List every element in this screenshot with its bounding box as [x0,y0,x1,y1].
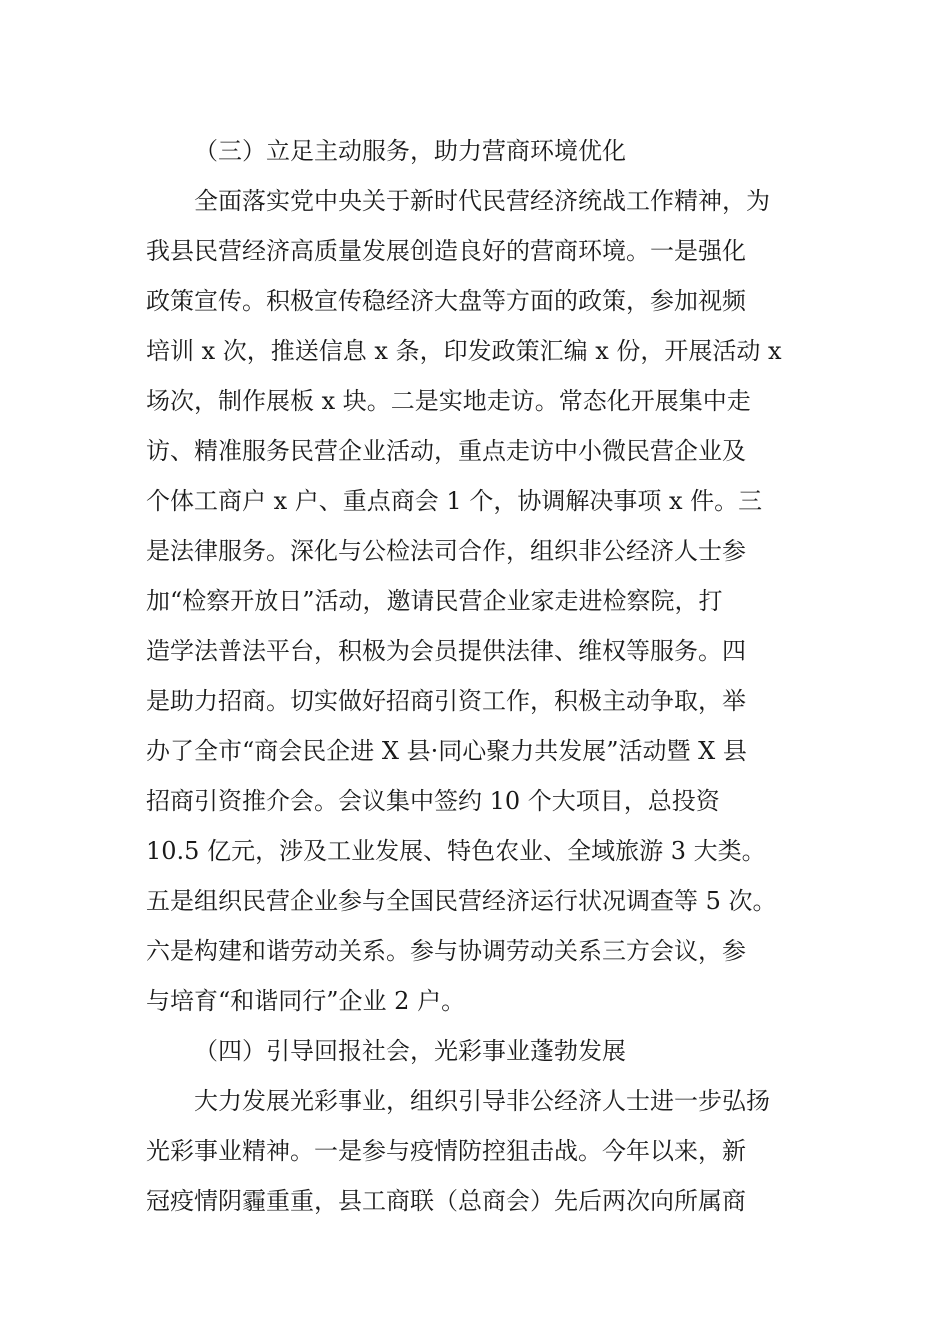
paragraph-line: 造学法普法平台，积极为会员提供法律、维权等服务。四 [146,637,746,665]
paragraph-line: 政策宣传。积极宣传稳经济大盘等方面的政策，参加视频 [146,287,746,315]
paragraph-line: 场次，制作展板 x 块。二是实地走访。常态化开展集中走 [146,387,751,415]
paragraph-line: 办了全市“商会民企进 X 县·同心聚力共发展”活动暨 X 县 [146,737,747,765]
section-3-paragraph [146,176,818,1026]
paragraph-line: 加“检察开放日”活动，邀请民营企业家走进检察院，打 [146,587,723,615]
paragraph-line: 是法律服务。深化与公检法司合作，组织非公经济人士参 [146,537,746,565]
paragraph-line: 是助力招商。切实做好招商引资工作，积极主动争取，举 [146,687,746,715]
document-body [146,126,818,1226]
section-4-paragraph [146,1076,818,1226]
paragraph-line: 与培育“和谐同行”企业 2 户。 [146,987,466,1015]
paragraph-line: 10.5 亿元，涉及工业发展、特色农业、全域旅游 3 大类。 [146,837,766,865]
paragraph-line: 我县民营经济高质量发展创造良好的营商环境。一是强化 [146,237,746,265]
paragraph-line: 培训 x 次，推送信息 x 条，印发政策汇编 x 份，开展活动 x [146,337,782,365]
paragraph-line: 个体工商户 x 户、重点商会 1 个，协调解决事项 x 件。三 [146,487,763,515]
paragraph-line: 五是组织民营企业参与全国民营经济运行状况调查等 5 次。 [146,887,777,915]
paragraph-line: 光彩事业精神。一是参与疫情防控狙击战。今年以来，新 [146,1137,746,1165]
section-3-heading: （三）立足主动服务，助力营商环境优化 [194,137,626,165]
paragraph-line: 全面落实党中央关于新时代民营经济统战工作精神，为 [194,187,770,215]
paragraph-line: 六是构建和谐劳动关系。参与协调劳动关系三方会议，参 [146,937,746,965]
paragraph-line: 大力发展光彩事业，组织引导非公经济人士进一步弘扬 [194,1087,770,1115]
paragraph-line: 冠疫情阴霾重重，县工商联（总商会）先后两次向所属商 [146,1187,746,1215]
paragraph-line: 招商引资推介会。会议集中签约 10 个大项目，总投资 [146,787,720,815]
section-4-heading: （四）引导回报社会，光彩事业蓬勃发展 [194,1037,626,1065]
paragraph-line: 访、精准服务民营企业活动，重点走访中小微民营企业及 [146,437,746,465]
